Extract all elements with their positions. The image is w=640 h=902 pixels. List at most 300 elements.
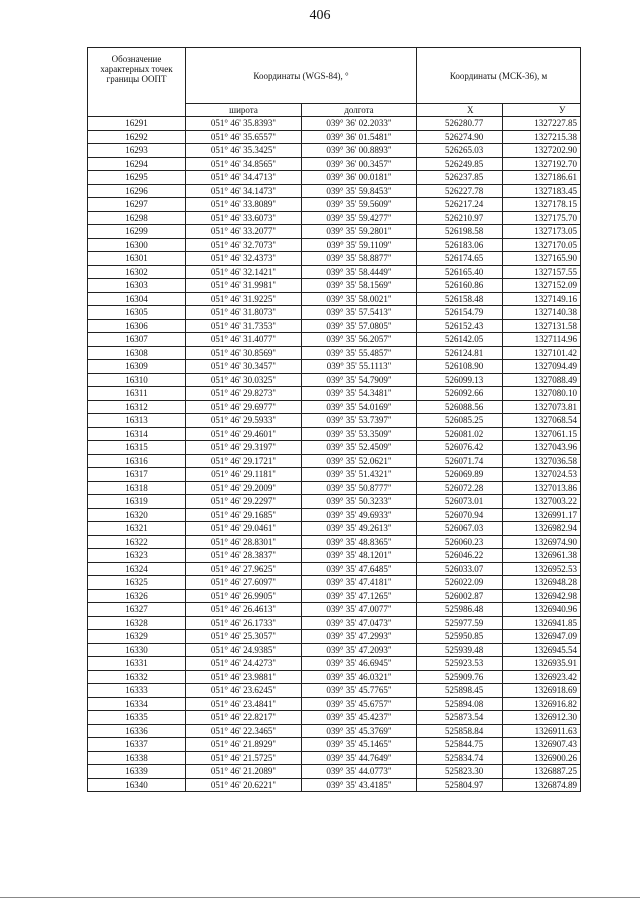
longitude-cell: 039° 35' 51.4321" <box>302 468 417 482</box>
table-row <box>88 454 581 468</box>
longitude-cell: 039° 36' 01.5481" <box>302 130 417 144</box>
point-id-cell: 16340 <box>88 778 186 792</box>
latitude-cell: 051° 46' 29.8273" <box>186 387 302 401</box>
point-id-cell: 16319 <box>88 495 186 509</box>
table-row <box>88 292 581 306</box>
table-row <box>88 468 581 482</box>
table-row <box>88 738 581 752</box>
y-cell: 1327202.90 <box>503 144 581 158</box>
x-cell: 526160.86 <box>417 279 503 293</box>
header-y: У <box>503 104 581 117</box>
x-cell: 526249.85 <box>417 157 503 171</box>
header-latitude: широта <box>186 104 302 117</box>
header-msk36: Координаты (МСК-36), м <box>417 48 581 104</box>
table-row <box>88 495 581 509</box>
latitude-cell: 051° 46' 29.6977" <box>186 400 302 414</box>
y-cell: 1326874.89 <box>503 778 581 792</box>
latitude-cell: 051° 46' 32.1421" <box>186 265 302 279</box>
point-id-cell: 16305 <box>88 306 186 320</box>
table-row <box>88 576 581 590</box>
table-row <box>88 198 581 212</box>
latitude-cell: 051° 46' 33.8089" <box>186 198 302 212</box>
point-id-cell: 16298 <box>88 211 186 225</box>
x-cell: 526099.13 <box>417 373 503 387</box>
longitude-cell: 039° 35' 52.4509" <box>302 441 417 455</box>
longitude-cell: 039° 35' 47.2093" <box>302 643 417 657</box>
header-designation: Обозначение характерных точек границы ООПТ <box>88 48 186 117</box>
y-cell: 1327043.96 <box>503 441 581 455</box>
latitude-cell: 051° 46' 30.3457" <box>186 360 302 374</box>
y-cell: 1327227.85 <box>503 117 581 131</box>
x-cell: 525834.74 <box>417 751 503 765</box>
table-row <box>88 117 581 131</box>
longitude-cell: 039° 36' 00.8893" <box>302 144 417 158</box>
point-id-cell: 16314 <box>88 427 186 441</box>
x-cell: 526060.23 <box>417 535 503 549</box>
latitude-cell: 051° 46' 26.9905" <box>186 589 302 603</box>
x-cell: 526165.40 <box>417 265 503 279</box>
point-id-cell: 16321 <box>88 522 186 536</box>
y-cell: 1327114.96 <box>503 333 581 347</box>
x-cell: 526280.77 <box>417 117 503 131</box>
longitude-cell: 039° 35' 54.0169" <box>302 400 417 414</box>
longitude-cell: 039° 35' 45.7765" <box>302 684 417 698</box>
y-cell: 1326941.85 <box>503 616 581 630</box>
point-id-cell: 16315 <box>88 441 186 455</box>
table-row <box>88 603 581 617</box>
x-cell: 526198.58 <box>417 225 503 239</box>
y-cell: 1326912.30 <box>503 711 581 725</box>
x-cell: 526274.90 <box>417 130 503 144</box>
table-row <box>88 265 581 279</box>
x-cell: 526072.28 <box>417 481 503 495</box>
longitude-cell: 039° 35' 47.0473" <box>302 616 417 630</box>
longitude-cell: 039° 35' 49.2613" <box>302 522 417 536</box>
table-row <box>88 643 581 657</box>
longitude-cell: 039° 35' 52.0621" <box>302 454 417 468</box>
table-row <box>88 549 581 563</box>
table-row <box>88 724 581 738</box>
latitude-cell: 051° 46' 23.4841" <box>186 697 302 711</box>
latitude-cell: 051° 46' 35.8393" <box>186 117 302 131</box>
y-cell: 1327131.58 <box>503 319 581 333</box>
latitude-cell: 051° 46' 31.8073" <box>186 306 302 320</box>
x-cell: 525898.45 <box>417 684 503 698</box>
longitude-cell: 039° 35' 44.7649" <box>302 751 417 765</box>
y-cell: 1327013.86 <box>503 481 581 495</box>
table-row <box>88 171 581 185</box>
header-x: X <box>417 104 503 117</box>
point-id-cell: 16335 <box>88 711 186 725</box>
table-row <box>88 765 581 779</box>
point-id-cell: 16329 <box>88 630 186 644</box>
x-cell: 525986.48 <box>417 603 503 617</box>
y-cell: 1326923.42 <box>503 670 581 684</box>
y-cell: 1327173.05 <box>503 225 581 239</box>
point-id-cell: 16326 <box>88 589 186 603</box>
table-row <box>88 427 581 441</box>
latitude-cell: 051° 46' 27.6097" <box>186 576 302 590</box>
longitude-cell: 039° 35' 59.1109" <box>302 238 417 252</box>
point-id-cell: 16322 <box>88 535 186 549</box>
longitude-cell: 039° 35' 53.7397" <box>302 414 417 428</box>
point-id-cell: 16307 <box>88 333 186 347</box>
latitude-cell: 051° 46' 21.2089" <box>186 765 302 779</box>
x-cell: 525909.76 <box>417 670 503 684</box>
point-id-cell: 16302 <box>88 265 186 279</box>
longitude-cell: 039° 35' 43.4185" <box>302 778 417 792</box>
y-cell: 1326952.53 <box>503 562 581 576</box>
x-cell: 526088.56 <box>417 400 503 414</box>
latitude-cell: 051° 46' 23.6245" <box>186 684 302 698</box>
x-cell: 526081.02 <box>417 427 503 441</box>
table-row <box>88 616 581 630</box>
latitude-cell: 051° 46' 32.7073" <box>186 238 302 252</box>
longitude-cell: 039° 35' 45.6757" <box>302 697 417 711</box>
point-id-cell: 16306 <box>88 319 186 333</box>
point-id-cell: 16339 <box>88 765 186 779</box>
page-number: 406 <box>309 8 331 23</box>
y-cell: 1327183.45 <box>503 184 581 198</box>
y-cell: 1327178.15 <box>503 198 581 212</box>
y-cell: 1327140.38 <box>503 306 581 320</box>
point-id-cell: 16317 <box>88 468 186 482</box>
y-cell: 1327152.09 <box>503 279 581 293</box>
table-row <box>88 562 581 576</box>
x-cell: 525844.75 <box>417 738 503 752</box>
header-wgs84: Координаты (WGS-84), ° <box>186 48 417 104</box>
latitude-cell: 051° 46' 23.9881" <box>186 670 302 684</box>
longitude-cell: 039° 35' 58.1569" <box>302 279 417 293</box>
x-cell: 525950.85 <box>417 630 503 644</box>
x-cell: 526237.85 <box>417 171 503 185</box>
table-row <box>88 414 581 428</box>
point-id-cell: 16301 <box>88 252 186 266</box>
longitude-cell: 039° 35' 50.3233" <box>302 495 417 509</box>
table-row <box>88 225 581 239</box>
x-cell: 526174.65 <box>417 252 503 266</box>
table-row <box>88 211 581 225</box>
longitude-cell: 039° 35' 59.8453" <box>302 184 417 198</box>
longitude-cell: 039° 35' 56.2057" <box>302 333 417 347</box>
point-id-cell: 16323 <box>88 549 186 563</box>
longitude-cell: 039° 35' 53.3509" <box>302 427 417 441</box>
latitude-cell: 051° 46' 34.8565" <box>186 157 302 171</box>
latitude-cell: 051° 46' 30.8569" <box>186 346 302 360</box>
table-row <box>88 535 581 549</box>
latitude-cell: 051° 46' 22.3465" <box>186 724 302 738</box>
table-row <box>88 238 581 252</box>
latitude-cell: 051° 46' 21.5725" <box>186 751 302 765</box>
table-row <box>88 279 581 293</box>
point-id-cell: 16313 <box>88 414 186 428</box>
latitude-cell: 051° 46' 33.6073" <box>186 211 302 225</box>
latitude-cell: 051° 46' 30.0325" <box>186 373 302 387</box>
table-row <box>88 670 581 684</box>
longitude-cell: 039° 35' 46.6945" <box>302 657 417 671</box>
longitude-cell: 039° 35' 55.4857" <box>302 346 417 360</box>
table-row <box>88 387 581 401</box>
table-row <box>88 657 581 671</box>
longitude-cell: 039° 35' 45.1465" <box>302 738 417 752</box>
point-id-cell: 16300 <box>88 238 186 252</box>
table-row <box>88 333 581 347</box>
x-cell: 526217.24 <box>417 198 503 212</box>
latitude-cell: 051° 46' 22.8217" <box>186 711 302 725</box>
y-cell: 1326948.28 <box>503 576 581 590</box>
x-cell: 526067.03 <box>417 522 503 536</box>
latitude-cell: 051° 46' 34.4713" <box>186 171 302 185</box>
table-row <box>88 481 581 495</box>
latitude-cell: 051° 46' 20.6221" <box>186 778 302 792</box>
longitude-cell: 039° 35' 44.0773" <box>302 765 417 779</box>
longitude-cell: 039° 35' 47.2993" <box>302 630 417 644</box>
point-id-cell: 16311 <box>88 387 186 401</box>
y-cell: 1327165.90 <box>503 252 581 266</box>
x-cell: 525977.59 <box>417 616 503 630</box>
y-cell: 1326942.98 <box>503 589 581 603</box>
point-id-cell: 16297 <box>88 198 186 212</box>
latitude-cell: 051° 46' 29.4601" <box>186 427 302 441</box>
y-cell: 1327088.49 <box>503 373 581 387</box>
longitude-cell: 039° 35' 57.0805" <box>302 319 417 333</box>
table-body <box>88 117 581 792</box>
x-cell: 526265.03 <box>417 144 503 158</box>
longitude-cell: 039° 35' 50.8777" <box>302 481 417 495</box>
point-id-cell: 16312 <box>88 400 186 414</box>
longitude-cell: 039° 35' 59.4277" <box>302 211 417 225</box>
y-cell: 1327192.70 <box>503 157 581 171</box>
table-row <box>88 373 581 387</box>
y-cell: 1326900.26 <box>503 751 581 765</box>
point-id-cell: 16333 <box>88 684 186 698</box>
latitude-cell: 051° 46' 29.5933" <box>186 414 302 428</box>
y-cell: 1327215.38 <box>503 130 581 144</box>
latitude-cell: 051° 46' 35.3425" <box>186 144 302 158</box>
latitude-cell: 051° 46' 26.4613" <box>186 603 302 617</box>
latitude-cell: 051° 46' 29.1721" <box>186 454 302 468</box>
y-cell: 1327003.22 <box>503 495 581 509</box>
point-id-cell: 16293 <box>88 144 186 158</box>
x-cell: 526124.81 <box>417 346 503 360</box>
y-cell: 1327175.70 <box>503 211 581 225</box>
x-cell: 526046.22 <box>417 549 503 563</box>
y-cell: 1326911.63 <box>503 724 581 738</box>
point-id-cell: 16310 <box>88 373 186 387</box>
x-cell: 526108.90 <box>417 360 503 374</box>
latitude-cell: 051° 46' 24.9385" <box>186 643 302 657</box>
point-id-cell: 16291 <box>88 117 186 131</box>
x-cell: 526085.25 <box>417 414 503 428</box>
point-id-cell: 16309 <box>88 360 186 374</box>
latitude-cell: 051° 46' 33.2077" <box>186 225 302 239</box>
table-row <box>88 589 581 603</box>
point-id-cell: 16325 <box>88 576 186 590</box>
point-id-cell: 16304 <box>88 292 186 306</box>
longitude-cell: 039° 35' 58.4449" <box>302 265 417 279</box>
latitude-cell: 051° 46' 28.3837" <box>186 549 302 563</box>
latitude-cell: 051° 46' 31.4077" <box>186 333 302 347</box>
x-cell: 525939.48 <box>417 643 503 657</box>
table-row <box>88 751 581 765</box>
longitude-cell: 039° 35' 47.0077" <box>302 603 417 617</box>
latitude-cell: 051° 46' 29.1685" <box>186 508 302 522</box>
x-cell: 526183.06 <box>417 238 503 252</box>
y-cell: 1326935.91 <box>503 657 581 671</box>
x-cell: 526073.01 <box>417 495 503 509</box>
latitude-cell: 051° 46' 31.9225" <box>186 292 302 306</box>
point-id-cell: 16308 <box>88 346 186 360</box>
table-row <box>88 697 581 711</box>
x-cell: 525894.08 <box>417 697 503 711</box>
latitude-cell: 051° 46' 34.1473" <box>186 184 302 198</box>
point-id-cell: 16327 <box>88 603 186 617</box>
table-row <box>88 441 581 455</box>
y-cell: 1327170.05 <box>503 238 581 252</box>
point-id-cell: 16292 <box>88 130 186 144</box>
point-id-cell: 16294 <box>88 157 186 171</box>
y-cell: 1327149.16 <box>503 292 581 306</box>
table-row <box>88 157 581 171</box>
y-cell: 1327024.53 <box>503 468 581 482</box>
x-cell: 526033.07 <box>417 562 503 576</box>
table-row <box>88 144 581 158</box>
x-cell: 525873.54 <box>417 711 503 725</box>
latitude-cell: 051° 46' 29.2009" <box>186 481 302 495</box>
x-cell: 526158.48 <box>417 292 503 306</box>
y-cell: 1327186.61 <box>503 171 581 185</box>
point-id-cell: 16324 <box>88 562 186 576</box>
y-cell: 1327061.15 <box>503 427 581 441</box>
table-row <box>88 360 581 374</box>
latitude-cell: 051° 46' 24.4273" <box>186 657 302 671</box>
longitude-cell: 039° 35' 47.4181" <box>302 576 417 590</box>
longitude-cell: 039° 35' 59.2801" <box>302 225 417 239</box>
coordinates-table <box>87 47 581 792</box>
latitude-cell: 051° 46' 25.3057" <box>186 630 302 644</box>
longitude-cell: 039° 35' 55.1113" <box>302 360 417 374</box>
point-id-cell: 16295 <box>88 171 186 185</box>
table-row <box>88 319 581 333</box>
x-cell: 526092.66 <box>417 387 503 401</box>
bottom-divider <box>0 897 640 898</box>
y-cell: 1327157.55 <box>503 265 581 279</box>
table-row <box>88 684 581 698</box>
point-id-cell: 16338 <box>88 751 186 765</box>
latitude-cell: 051° 46' 21.8929" <box>186 738 302 752</box>
x-cell: 526154.79 <box>417 306 503 320</box>
table-row <box>88 630 581 644</box>
y-cell: 1326945.54 <box>503 643 581 657</box>
y-cell: 1326907.43 <box>503 738 581 752</box>
longitude-cell: 039° 35' 46.0321" <box>302 670 417 684</box>
y-cell: 1326918.69 <box>503 684 581 698</box>
point-id-cell: 16328 <box>88 616 186 630</box>
longitude-cell: 039° 35' 58.0021" <box>302 292 417 306</box>
table-row <box>88 252 581 266</box>
y-cell: 1327080.10 <box>503 387 581 401</box>
header-longitude: долгота <box>302 104 417 117</box>
longitude-cell: 039° 35' 57.5413" <box>302 306 417 320</box>
latitude-cell: 051° 46' 29.2297" <box>186 495 302 509</box>
latitude-cell: 051° 46' 26.1733" <box>186 616 302 630</box>
latitude-cell: 051° 46' 29.1181" <box>186 468 302 482</box>
point-id-cell: 16331 <box>88 657 186 671</box>
point-id-cell: 16303 <box>88 279 186 293</box>
longitude-cell: 039° 36' 00.0181" <box>302 171 417 185</box>
x-cell: 526210.97 <box>417 211 503 225</box>
y-cell: 1326916.82 <box>503 697 581 711</box>
x-cell: 526227.78 <box>417 184 503 198</box>
latitude-cell: 051° 46' 32.4373" <box>186 252 302 266</box>
point-id-cell: 16334 <box>88 697 186 711</box>
point-id-cell: 16337 <box>88 738 186 752</box>
point-id-cell: 16332 <box>88 670 186 684</box>
x-cell: 526142.05 <box>417 333 503 347</box>
longitude-cell: 039° 35' 45.4237" <box>302 711 417 725</box>
point-id-cell: 16336 <box>88 724 186 738</box>
x-cell: 526002.87 <box>417 589 503 603</box>
table-row <box>88 400 581 414</box>
point-id-cell: 16299 <box>88 225 186 239</box>
y-cell: 1327068.54 <box>503 414 581 428</box>
y-cell: 1327036.58 <box>503 454 581 468</box>
table-row <box>88 306 581 320</box>
point-id-cell: 16296 <box>88 184 186 198</box>
table-row <box>88 711 581 725</box>
point-id-cell: 16318 <box>88 481 186 495</box>
y-cell: 1327101.42 <box>503 346 581 360</box>
y-cell: 1326947.09 <box>503 630 581 644</box>
longitude-cell: 039° 35' 59.5609" <box>302 198 417 212</box>
y-cell: 1327073.81 <box>503 400 581 414</box>
latitude-cell: 051° 46' 27.9625" <box>186 562 302 576</box>
longitude-cell: 039° 35' 45.3769" <box>302 724 417 738</box>
y-cell: 1326991.17 <box>503 508 581 522</box>
y-cell: 1326887.25 <box>503 765 581 779</box>
longitude-cell: 039° 35' 47.1265" <box>302 589 417 603</box>
longitude-cell: 039° 35' 54.3481" <box>302 387 417 401</box>
x-cell: 525823.30 <box>417 765 503 779</box>
point-id-cell: 16320 <box>88 508 186 522</box>
x-cell: 526152.43 <box>417 319 503 333</box>
x-cell: 525923.53 <box>417 657 503 671</box>
y-cell: 1326940.96 <box>503 603 581 617</box>
longitude-cell: 039° 35' 47.6485" <box>302 562 417 576</box>
y-cell: 1327094.49 <box>503 360 581 374</box>
x-cell: 526022.09 <box>417 576 503 590</box>
latitude-cell: 051° 46' 29.3197" <box>186 441 302 455</box>
longitude-cell: 039° 35' 58.8877" <box>302 252 417 266</box>
y-cell: 1326982.94 <box>503 522 581 536</box>
longitude-cell: 039° 35' 54.7909" <box>302 373 417 387</box>
latitude-cell: 051° 46' 31.7353" <box>186 319 302 333</box>
table-row <box>88 522 581 536</box>
x-cell: 525804.97 <box>417 778 503 792</box>
longitude-cell: 039° 35' 49.6933" <box>302 508 417 522</box>
x-cell: 526070.94 <box>417 508 503 522</box>
latitude-cell: 051° 46' 29.0461" <box>186 522 302 536</box>
longitude-cell: 039° 35' 48.1201" <box>302 549 417 563</box>
table-row <box>88 184 581 198</box>
point-id-cell: 16316 <box>88 454 186 468</box>
table-row <box>88 508 581 522</box>
x-cell: 525858.84 <box>417 724 503 738</box>
longitude-cell: 039° 36' 00.3457" <box>302 157 417 171</box>
x-cell: 526069.89 <box>417 468 503 482</box>
latitude-cell: 051° 46' 31.9981" <box>186 279 302 293</box>
table-row <box>88 346 581 360</box>
